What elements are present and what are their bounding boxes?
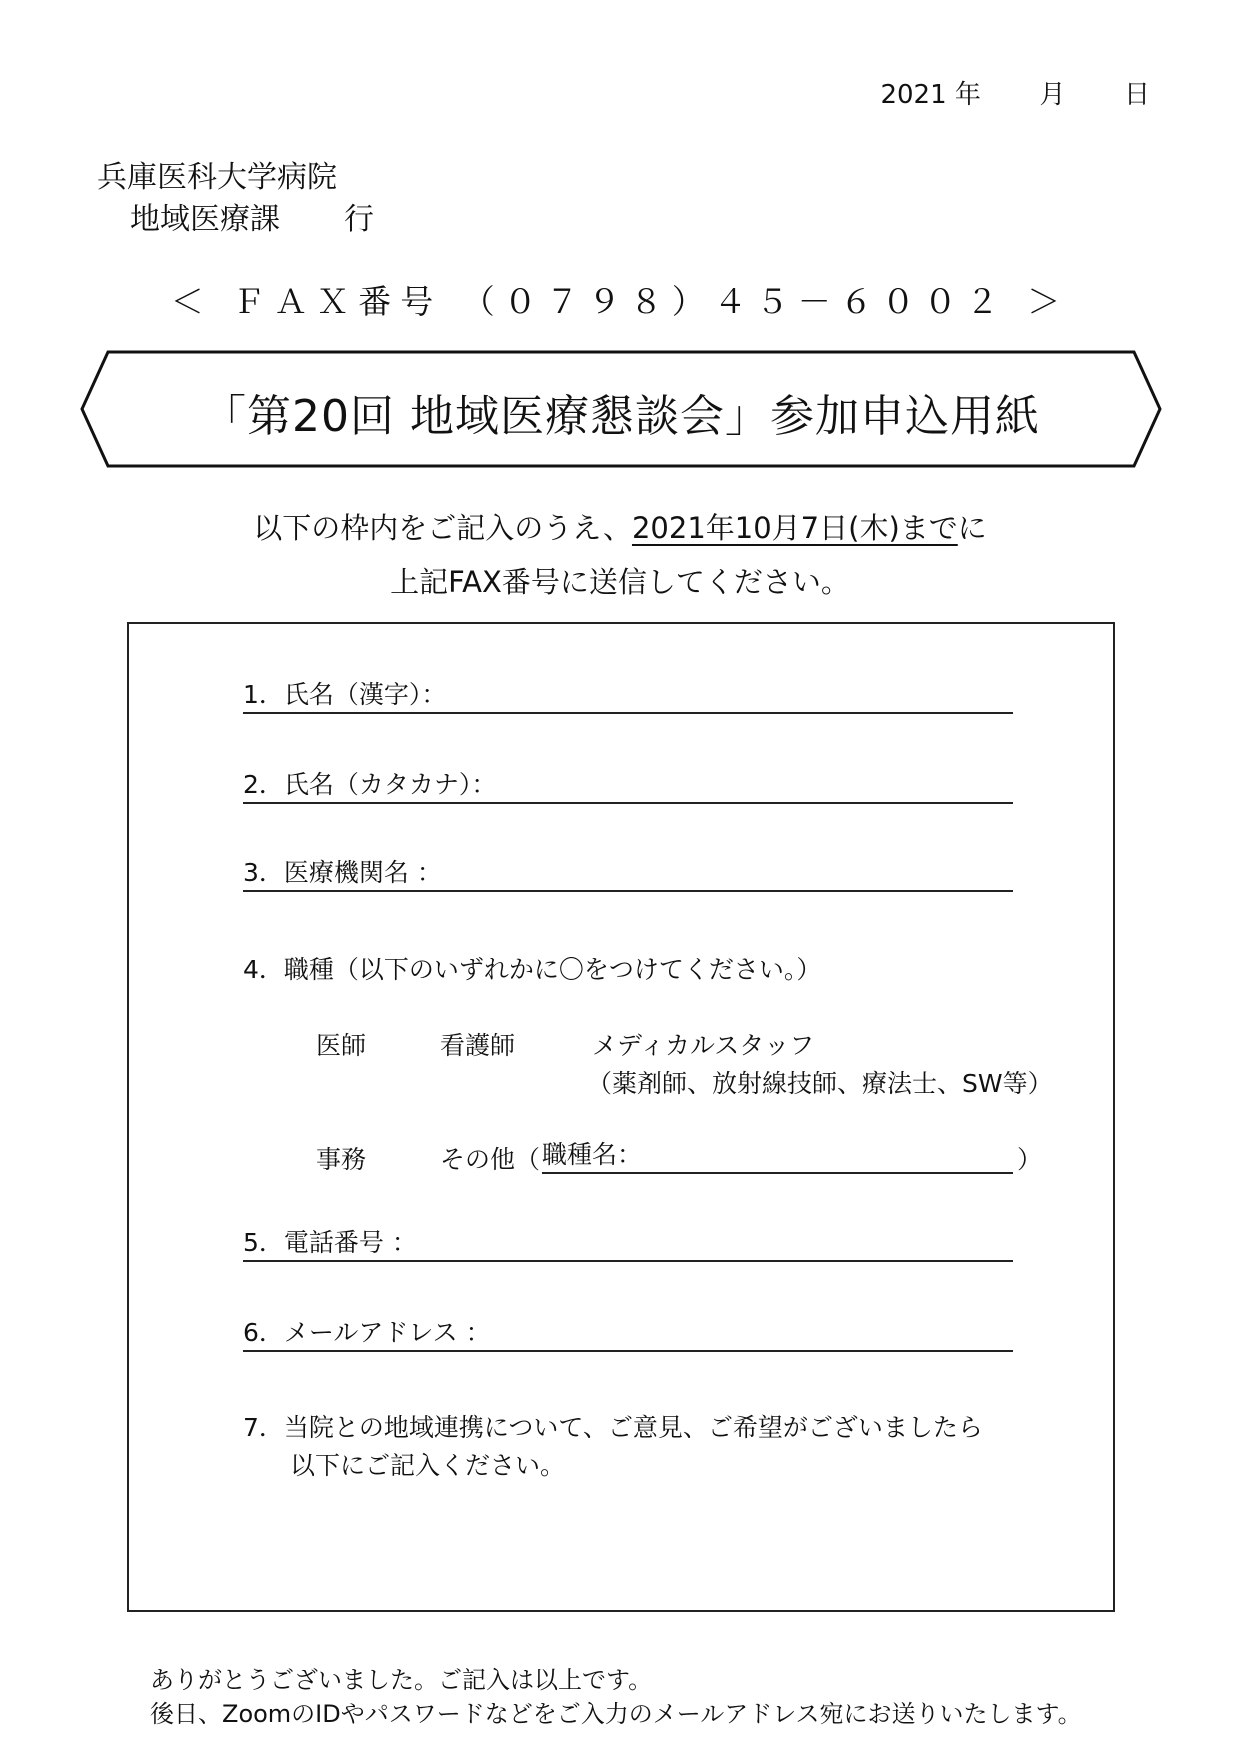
other-occupation-field[interactable] — [542, 1140, 1013, 1174]
name-kanji-field[interactable] — [243, 680, 1013, 714]
name-kanji-label: 1．氏名（漢字）： — [243, 680, 447, 709]
institution-label: 3．医療機関名 ： — [243, 858, 442, 887]
name-katakana-field[interactable] — [243, 770, 1013, 804]
footer-thanks: ありがとうございました。ご記入は以上です。 — [150, 1666, 653, 1694]
option-medical-staff[interactable]: メディカルスタッフ — [592, 1031, 815, 1060]
phone-label: 5．電話番号 ： — [243, 1228, 417, 1257]
instruction-text: 以下の枠内をご記入のうえ、 — [253, 511, 632, 545]
date-line — [880, 74, 1150, 111]
occupation-label: 4．職種（以下のいずれかに〇をつけてください。） — [243, 955, 822, 984]
comments-label-2: 以下にご記入ください。 — [290, 1451, 566, 1480]
fax-number: ＜ ＦＡＸ番号 （０７９８）４５－６００２ ＞ — [170, 282, 1070, 321]
instruction-line-1 — [0, 506, 1240, 547]
option-doctor[interactable]: 医師 — [316, 1031, 367, 1060]
institution-field[interactable] — [243, 858, 1013, 892]
option-other[interactable]: その他（ — [440, 1145, 541, 1174]
recipient-department — [130, 194, 374, 238]
date-year: 2021 — [880, 80, 947, 110]
other-close-paren: ） — [1017, 1145, 1043, 1174]
title-banner — [80, 350, 1162, 468]
option-nurse[interactable]: 看護師 — [440, 1031, 516, 1060]
date-year-unit: 年 — [954, 80, 981, 110]
name-katakana-label: 2．氏名（カタカナ）： — [243, 770, 497, 799]
email-label: 6．メールアドレス ： — [243, 1318, 491, 1347]
phone-field[interactable] — [243, 1228, 1013, 1262]
other-occupation-label: 職種名： — [542, 1140, 643, 1169]
date-day-unit: 日 — [1123, 80, 1150, 110]
instruction-line-2: 上記FAX番号に送信してください。 — [390, 565, 850, 599]
footer-note: 後日、ZoomのIDやパスワードなどをご入力のメールアドレス宛にお送りいたします。 — [150, 1700, 1082, 1728]
deadline-text: 2021年10月7日(木)まで — [631, 511, 958, 545]
comments-label: 7．当院との地域連携について、ご意見、ご希望がございましたら — [243, 1413, 983, 1442]
date-month-unit: 月 — [1039, 80, 1066, 110]
email-field[interactable] — [243, 1318, 1013, 1352]
recipient-suffix: 行 — [344, 202, 374, 237]
instruction-text-end: に — [957, 511, 987, 545]
recipient-hospital: 兵庫医科大学病院 — [97, 160, 337, 195]
option-medical-staff-detail: （薬剤師、放射線技師、療法士、SW等） — [587, 1069, 1053, 1098]
page-title: 「第20回 地域医療懇談会」参加申込用紙 — [202, 391, 1040, 442]
recipient-department-name: 地域医療課 — [130, 202, 280, 237]
option-office[interactable]: 事務 — [316, 1145, 367, 1174]
